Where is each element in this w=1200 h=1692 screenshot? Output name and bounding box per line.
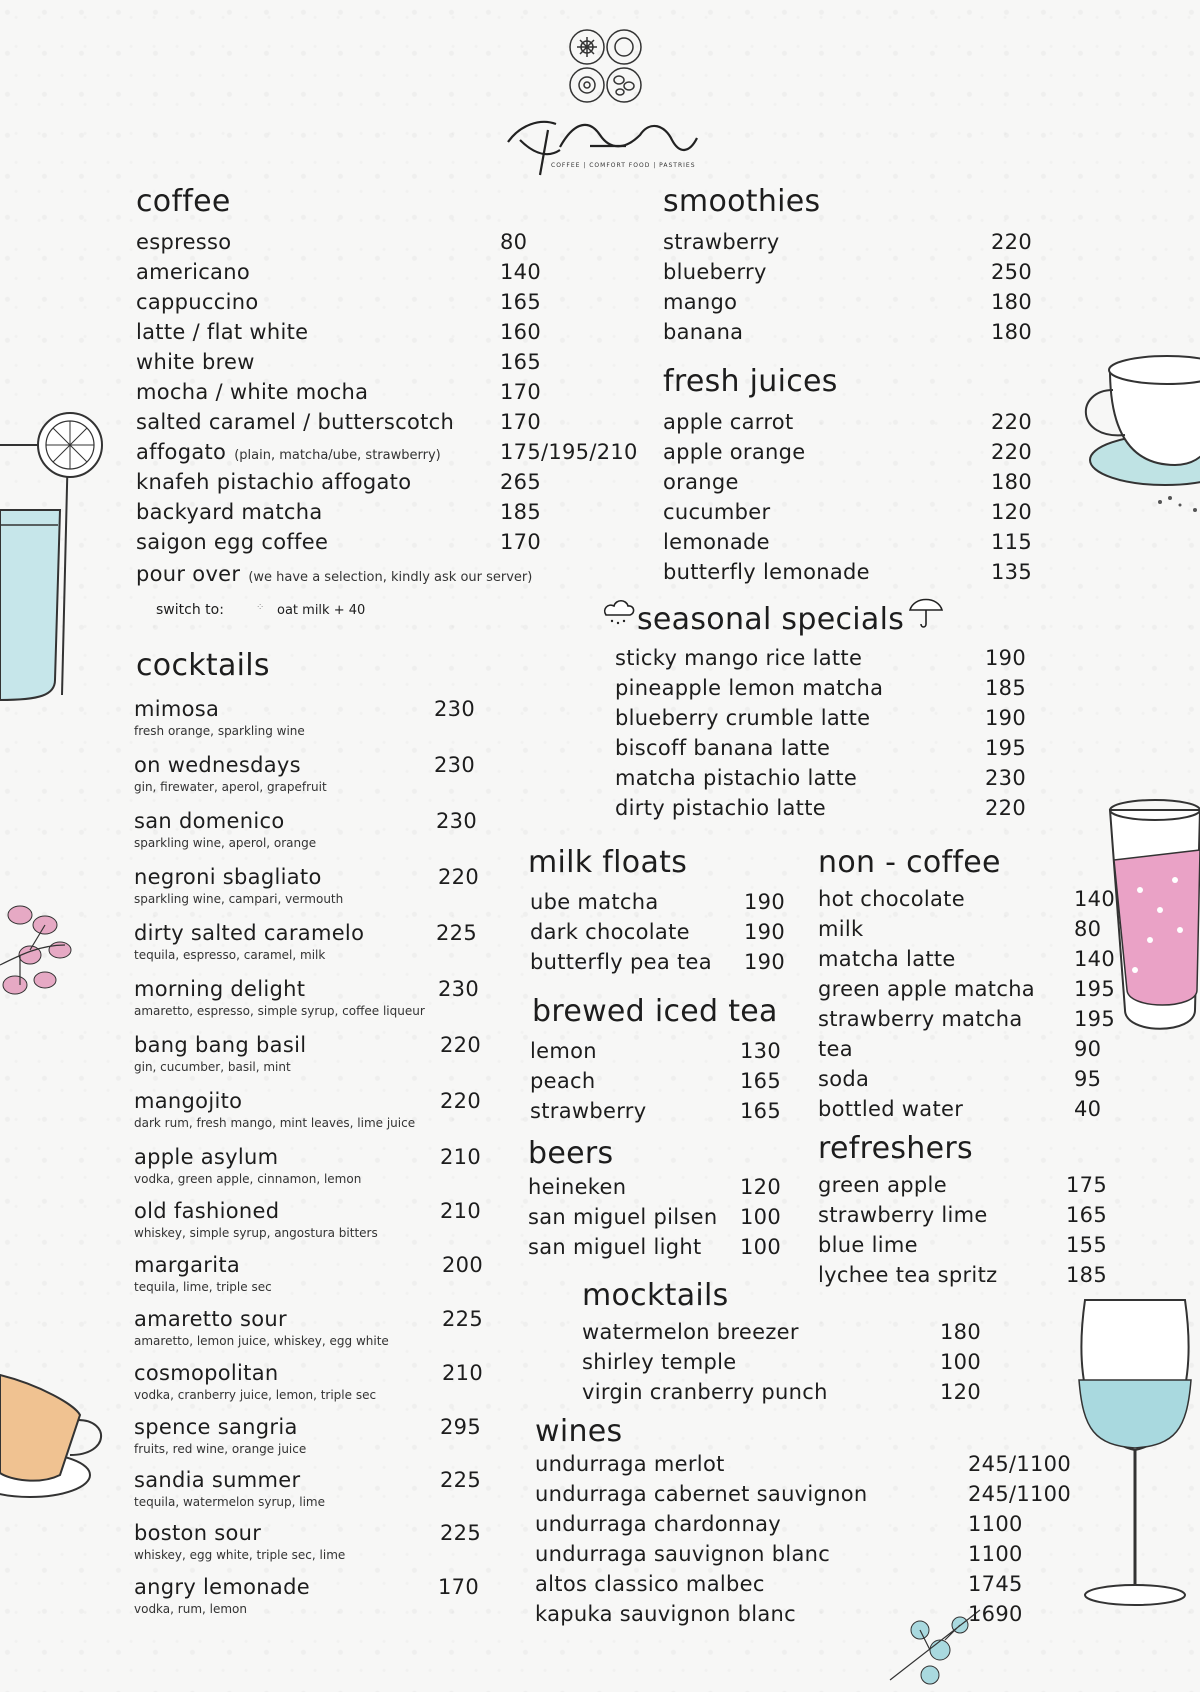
item-price: 165	[740, 1069, 781, 1093]
item-name: san miguel light	[528, 1235, 702, 1259]
menu-item	[134, 977, 479, 1001]
item-name: butterfly pea tea	[530, 950, 712, 974]
item-price: 185	[985, 676, 1026, 700]
item-price: 185	[1066, 1263, 1107, 1287]
item-price: 100	[740, 1205, 781, 1229]
item-price: 80	[1074, 917, 1102, 941]
item-price: 115	[991, 530, 1032, 554]
menu-item	[136, 562, 636, 586]
item-price: 220	[991, 410, 1032, 434]
menu-item	[134, 753, 475, 777]
item-price: 135	[991, 560, 1032, 584]
item-price: 120	[940, 1380, 981, 1404]
item-price: 1100	[968, 1542, 1023, 1566]
menu-item	[818, 1007, 1115, 1031]
item-price: 190	[744, 920, 785, 944]
item-price: 225	[440, 1468, 481, 1492]
brand-name	[552, 95, 760, 168]
item-note: (plain, matcha/ube, strawberry)	[234, 448, 441, 463]
brand-tagline: COFFEE | COMFORT FOOD | PASTRIES	[551, 162, 696, 169]
menu-item	[530, 920, 785, 944]
item-name: cosmopolitan	[134, 1361, 279, 1385]
item-name: matcha latte	[818, 947, 956, 971]
item-name: blueberry crumble latte	[615, 706, 871, 730]
section-title-wines: wines	[535, 1414, 623, 1449]
item-name: san miguel pilsen	[528, 1205, 718, 1229]
wine-glass-illustration	[1075, 1290, 1195, 1630]
menu-item	[535, 1572, 1023, 1596]
item-price: 245/1100	[968, 1482, 1072, 1506]
menu-item	[136, 470, 636, 494]
item-name: undurraga cabernet sauvignon	[535, 1482, 868, 1506]
item-price: 200	[442, 1253, 483, 1277]
item-name: hot chocolate	[818, 887, 965, 911]
item-description: whiskey, egg white, triple sec, lime	[134, 1548, 346, 1562]
item-name: mango	[663, 290, 738, 314]
item-name: lemonade	[663, 530, 770, 554]
item-price: 120	[991, 500, 1032, 524]
menu-item	[582, 1320, 981, 1344]
item-name: americano	[136, 260, 250, 284]
coffee-cup-illustration	[0, 1355, 110, 1525]
menu-item	[818, 1037, 1102, 1061]
item-name: altos classico malbec	[535, 1572, 765, 1596]
menu-item	[530, 890, 785, 914]
item-name: lemon	[530, 1039, 597, 1063]
menu-item	[535, 1602, 1023, 1626]
menu-item	[663, 290, 1032, 314]
cloud-icon	[602, 597, 636, 627]
item-description: vodka, green apple, cinnamon, lemon	[134, 1172, 362, 1186]
item-name: green apple matcha	[818, 977, 1035, 1001]
item-name: spence sangria	[134, 1415, 298, 1439]
item-name: sticky mango rice latte	[615, 646, 863, 670]
menu-item	[134, 1521, 481, 1545]
item-name: pour over	[136, 562, 241, 586]
item-name: saigon egg coffee	[136, 530, 329, 554]
item-price: 165	[740, 1099, 781, 1123]
item-price: 1690	[968, 1602, 1023, 1626]
item-name: morning delight	[134, 977, 306, 1001]
menu-item	[615, 766, 1026, 790]
item-price: 265	[500, 470, 541, 494]
item-price: 120	[740, 1175, 781, 1199]
item-name: bottled water	[818, 1097, 964, 1121]
item-price: 180	[991, 290, 1032, 314]
menu-item	[136, 380, 636, 404]
item-description: fresh orange, sparkling wine	[134, 724, 305, 738]
item-price: 90	[1074, 1037, 1102, 1061]
item-name: bang bang basil	[134, 1033, 307, 1057]
item-name: blueberry	[663, 260, 767, 284]
item-description: whiskey, simple syrup, angostura bitters	[134, 1226, 378, 1240]
item-price: 80	[500, 230, 528, 254]
item-description: fruits, red wine, orange juice	[134, 1442, 307, 1456]
menu-item	[663, 230, 1032, 254]
item-price: 165	[1066, 1203, 1107, 1227]
menu-item	[535, 1482, 1072, 1506]
menu-item	[134, 1033, 481, 1057]
item-price: 190	[744, 950, 785, 974]
item-price: 210	[440, 1199, 481, 1223]
item-name: dark chocolate	[530, 920, 690, 944]
menu-item	[535, 1542, 1023, 1566]
menu-item	[615, 646, 1026, 670]
item-name: undurraga chardonnay	[535, 1512, 781, 1536]
item-price: 165	[500, 290, 541, 314]
item-name: lychee tea spritz	[818, 1263, 998, 1287]
item-price: 140	[500, 260, 541, 284]
item-price: 175/195/210	[500, 440, 638, 464]
item-price: 100	[740, 1235, 781, 1259]
item-price: 190	[985, 706, 1026, 730]
item-description: tequila, lime, triple sec	[134, 1280, 272, 1294]
menu-item	[134, 1575, 479, 1599]
menu-item	[663, 410, 1032, 434]
menu-item	[134, 1199, 481, 1223]
item-price: 180	[991, 320, 1032, 344]
item-price: 225	[440, 1521, 481, 1545]
menu-item	[615, 736, 1026, 760]
item-price: 195	[1074, 1007, 1115, 1031]
menu-item	[134, 1145, 481, 1169]
item-price: 155	[1066, 1233, 1107, 1257]
item-price: 1745	[968, 1572, 1023, 1596]
menu-item	[136, 410, 636, 434]
menu-item	[134, 1468, 481, 1492]
menu-item	[136, 530, 636, 554]
item-name: matcha pistachio latte	[615, 766, 858, 790]
item-price: 165	[500, 350, 541, 374]
menu-item	[134, 865, 479, 889]
item-price: 1100	[968, 1512, 1023, 1536]
item-price: 230	[434, 697, 475, 721]
menu-item	[818, 917, 1102, 941]
item-price: 220	[991, 440, 1032, 464]
menu-item	[582, 1350, 981, 1374]
menu-item	[663, 440, 1032, 464]
item-price: 220	[438, 865, 479, 889]
menu-item	[535, 1452, 1072, 1476]
item-name: ube matcha	[530, 890, 659, 914]
menu-item	[528, 1205, 781, 1229]
item-description: tequila, espresso, caramel, milk	[134, 948, 326, 962]
item-price: 220	[985, 796, 1026, 820]
item-name: backyard matcha	[136, 500, 323, 524]
item-name: dirty salted caramelo	[134, 921, 365, 945]
item-note: (we have a selection, kindly ask our server)	[248, 570, 533, 585]
switch-option: oat milk + 40	[277, 603, 366, 618]
section-title-cocktails: cocktails	[136, 648, 270, 683]
menu-item	[663, 470, 1032, 494]
item-price: 230	[985, 766, 1026, 790]
item-name: espresso	[136, 230, 232, 254]
item-price: 190	[744, 890, 785, 914]
section-title-seasonal: seasonal specials	[637, 602, 905, 637]
section-title-mocktails: mocktails	[582, 1278, 729, 1313]
item-name: strawberry lime	[818, 1203, 988, 1227]
menu-item	[818, 977, 1115, 1001]
item-description: amaretto, lemon juice, whiskey, egg white	[134, 1334, 389, 1348]
menu-item	[582, 1380, 981, 1404]
item-description: amaretto, espresso, simple syrup, coffee liqueur	[134, 1004, 425, 1018]
menu-item	[818, 1067, 1102, 1091]
menu-item	[136, 500, 636, 524]
lemonade-glass-illustration	[0, 415, 110, 705]
flower-sprig-illustration	[0, 895, 90, 1005]
item-name: biscoff banana latte	[615, 736, 831, 760]
menu-item	[136, 320, 636, 344]
item-price: 180	[940, 1320, 981, 1344]
item-name: white brew	[136, 350, 255, 374]
item-name: banana	[663, 320, 744, 344]
item-price: 160	[500, 320, 541, 344]
section-title-fresh-juices: fresh juices	[663, 364, 838, 399]
menu-item	[134, 1361, 483, 1385]
item-price: 95	[1074, 1067, 1102, 1091]
section-title-milk-floats: milk floats	[528, 845, 688, 880]
item-description: vodka, cranberry juice, lemon, triple sec	[134, 1388, 377, 1402]
item-price: 100	[940, 1350, 981, 1374]
item-description: gin, firewater, aperol, grapefruit	[134, 780, 327, 794]
item-name: strawberry	[663, 230, 780, 254]
item-name: cappuccino	[136, 290, 259, 314]
menu-item	[530, 1099, 781, 1123]
item-name: peach	[530, 1069, 596, 1093]
item-price: 175	[1066, 1173, 1107, 1197]
item-description: sparkling wine, aperol, orange	[134, 836, 317, 850]
item-price: 140	[1074, 887, 1115, 911]
item-price: 180	[991, 470, 1032, 494]
menu-item	[134, 1253, 483, 1277]
umbrella-icon	[908, 594, 944, 630]
menu-item	[818, 1203, 1107, 1227]
item-price: 210	[442, 1361, 483, 1385]
item-price: 225	[436, 921, 477, 945]
menu-item	[818, 1263, 1107, 1287]
menu-item	[136, 440, 636, 464]
item-name: apple asylum	[134, 1145, 279, 1169]
menu-item	[528, 1235, 781, 1259]
menu-item	[134, 921, 477, 945]
menu-item	[615, 676, 1026, 700]
menu-item	[535, 1512, 1023, 1536]
menu-item	[134, 1415, 481, 1439]
item-name: butterfly lemonade	[663, 560, 870, 584]
menu-item	[134, 697, 475, 721]
menu-item	[818, 887, 1115, 911]
item-name: soda	[818, 1067, 870, 1091]
menu-item	[528, 1175, 781, 1199]
item-price: 195	[985, 736, 1026, 760]
item-price: 130	[740, 1039, 781, 1063]
item-name: boston sour	[134, 1521, 262, 1545]
item-price: 170	[500, 530, 541, 554]
item-name: salted caramel / butterscotch	[136, 410, 455, 434]
item-name: pineapple lemon matcha	[615, 676, 884, 700]
section-title-smoothies: smoothies	[663, 184, 821, 219]
menu-item	[615, 796, 1026, 820]
menu-item	[530, 1069, 781, 1093]
item-price: 170	[438, 1575, 479, 1599]
item-price: 140	[1074, 947, 1115, 971]
section-title-refreshers: refreshers	[818, 1131, 973, 1166]
item-name: milk	[818, 917, 864, 941]
item-name: undurraga sauvignon blanc	[535, 1542, 831, 1566]
section-title-coffee: coffee	[136, 184, 231, 219]
item-name: strawberry	[530, 1099, 647, 1123]
item-name: latte / flat white	[136, 320, 309, 344]
menu-item	[136, 260, 636, 284]
item-name: cucumber	[663, 500, 771, 524]
bullet-icon: ⁘	[256, 602, 265, 613]
item-name: watermelon breezer	[582, 1320, 799, 1344]
item-name: blue lime	[818, 1233, 918, 1257]
item-price: 40	[1074, 1097, 1102, 1121]
item-price: 220	[991, 230, 1032, 254]
menu-item	[136, 350, 636, 374]
item-name: green apple	[818, 1173, 947, 1197]
item-name: affogato	[136, 440, 227, 464]
switch-label: switch to:	[156, 602, 224, 618]
item-price: 170	[500, 380, 541, 404]
item-description: tequila, watermelon syrup, lime	[134, 1495, 325, 1509]
item-price: 245/1100	[968, 1452, 1072, 1476]
item-price: 230	[438, 977, 479, 1001]
menu-item	[663, 530, 1032, 554]
item-name: kapuka sauvignon blanc	[535, 1602, 796, 1626]
menu-item	[663, 560, 1032, 584]
item-price: 190	[985, 646, 1026, 670]
item-name: sandia summer	[134, 1468, 301, 1492]
item-name: mangojito	[134, 1089, 243, 1113]
menu-item	[136, 230, 636, 254]
item-name: old fashioned	[134, 1199, 280, 1223]
item-name: strawberry matcha	[818, 1007, 1023, 1031]
menu-item	[136, 290, 636, 314]
menu-item	[818, 1097, 1102, 1121]
menu-item	[615, 706, 1026, 730]
item-description: gin, cucumber, basil, mint	[134, 1060, 291, 1074]
item-name: negroni sbagliato	[134, 865, 322, 889]
item-price: 250	[991, 260, 1032, 284]
item-price: 230	[434, 753, 475, 777]
section-title-iced-tea: brewed iced tea	[532, 994, 778, 1029]
menu-item	[530, 1039, 781, 1063]
menu-item	[818, 1173, 1107, 1197]
item-name: undurraga merlot	[535, 1452, 725, 1476]
item-description: sparkling wine, campari, vermouth	[134, 892, 344, 906]
item-name: dirty pistachio latte	[615, 796, 826, 820]
item-name: heineken	[528, 1175, 627, 1199]
item-name: angry lemonade	[134, 1575, 310, 1599]
section-title-non-coffee: non - coffee	[818, 845, 1001, 880]
item-name: on wednesdays	[134, 753, 301, 777]
item-name: tea	[818, 1037, 853, 1061]
item-price: 210	[440, 1145, 481, 1169]
item-name: virgin cranberry punch	[582, 1380, 828, 1404]
menu-item	[818, 947, 1115, 971]
item-name: mocha / white mocha	[136, 380, 369, 404]
item-name: mimosa	[134, 697, 220, 721]
menu-item	[663, 320, 1032, 344]
item-name: apple carrot	[663, 410, 794, 434]
item-name: orange	[663, 470, 739, 494]
teacup-illustration-top	[1085, 330, 1200, 520]
section-title-beers: beers	[528, 1136, 614, 1171]
item-price: 185	[500, 500, 541, 524]
menu-item	[818, 1233, 1107, 1257]
item-description: vodka, rum, lemon	[134, 1602, 247, 1616]
item-name: margarita	[134, 1253, 241, 1277]
item-price: 170	[500, 410, 541, 434]
menu-item	[134, 1089, 481, 1113]
menu-item	[530, 950, 785, 974]
item-name: shirley temple	[582, 1350, 737, 1374]
item-name: knafeh pistachio affogato	[136, 470, 412, 494]
item-price: 295	[440, 1415, 481, 1439]
menu-item	[663, 260, 1032, 284]
item-price: 230	[436, 809, 477, 833]
item-price: 225	[442, 1307, 483, 1331]
item-name: apple orange	[663, 440, 806, 464]
item-name: san domenico	[134, 809, 285, 833]
item-description: dark rum, fresh mango, mint leaves, lime juice	[134, 1116, 416, 1130]
item-name: amaretto sour	[134, 1307, 287, 1331]
pink-drink-glass-illustration	[1100, 790, 1200, 1050]
menu-item	[134, 809, 477, 833]
item-price: 195	[1074, 977, 1115, 1001]
item-price: 220	[440, 1089, 481, 1113]
menu-item	[134, 1307, 483, 1331]
menu-item	[663, 500, 1032, 524]
item-price: 220	[440, 1033, 481, 1057]
